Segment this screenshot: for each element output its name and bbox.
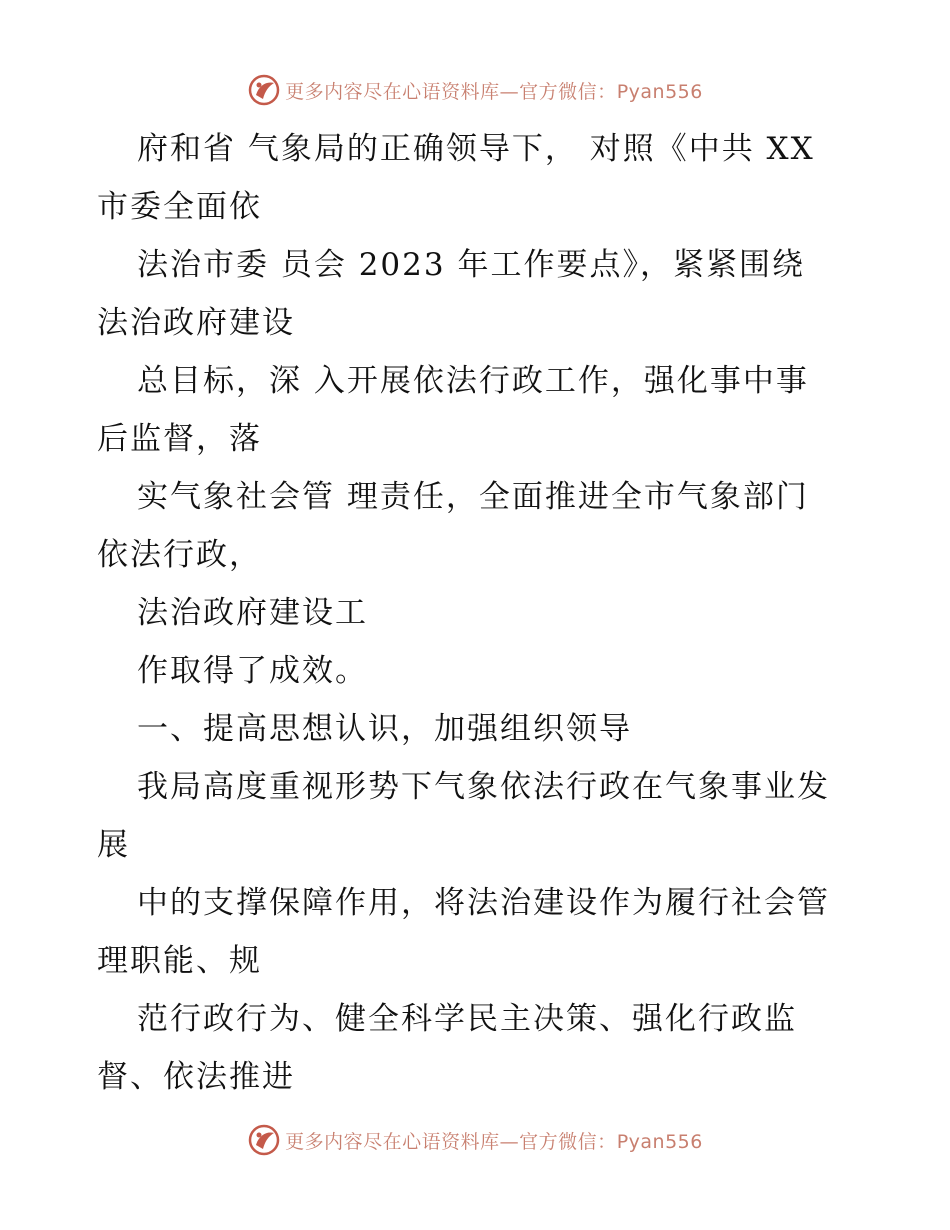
- text-line: 展: [97, 827, 130, 863]
- logo-seal-icon: [247, 73, 281, 107]
- watermark-official: 官方微信：: [519, 80, 617, 103]
- logo-seal-icon: [247, 1123, 281, 1157]
- text-line: 法治政府建设工: [137, 595, 368, 631]
- watermark-text: [285, 1127, 703, 1154]
- text-line: 市委全面依: [97, 189, 262, 225]
- section-heading: 一、提高思想认识，加强组织领导: [137, 711, 632, 747]
- text-line: 理职能、规: [97, 943, 262, 979]
- watermark-text: [285, 77, 703, 104]
- text-line: 总目标，深 入开展依法行政工作，强化事中事: [137, 363, 809, 399]
- footer-watermark: [0, 1120, 950, 1160]
- watermark-wechat-id: Pyan556: [616, 1130, 703, 1153]
- text-line: 法治市委 员会 2023 年工作要点》，紧紧围绕: [137, 247, 805, 283]
- header-watermark: [0, 70, 950, 110]
- text-line: 实气象社会管 理责任，全面推进全市气象部门: [137, 479, 809, 515]
- text-line: 府和省 气象局的正确领导下， 对照《中共 XX: [137, 131, 815, 167]
- watermark-wechat-id: Pyan556: [616, 80, 703, 103]
- text-line: 中的支撑保障作用，将法治建设作为履行社会管: [137, 885, 830, 921]
- text-line: 我局高度重视形势下气象依法行政在气象事业发: [137, 769, 830, 805]
- watermark-main: 更多内容尽在心语资料库: [285, 1130, 500, 1153]
- text-line: 督、依法推进: [97, 1059, 295, 1095]
- watermark-main: 更多内容尽在心语资料库: [285, 80, 500, 103]
- watermark-separator: —: [499, 1130, 520, 1153]
- watermark-official: 官方微信：: [519, 1130, 617, 1153]
- text-line: 法治政府建设: [97, 305, 295, 341]
- text-line: 依法行政，: [97, 537, 262, 573]
- watermark-separator: —: [499, 80, 520, 103]
- text-line: 后监督，落: [97, 421, 262, 457]
- text-line: 作取得了成效。: [137, 653, 368, 689]
- document-body: [97, 120, 857, 1106]
- text-line: 范行政行为、健全科学民主决策、强化行政监: [137, 1001, 797, 1037]
